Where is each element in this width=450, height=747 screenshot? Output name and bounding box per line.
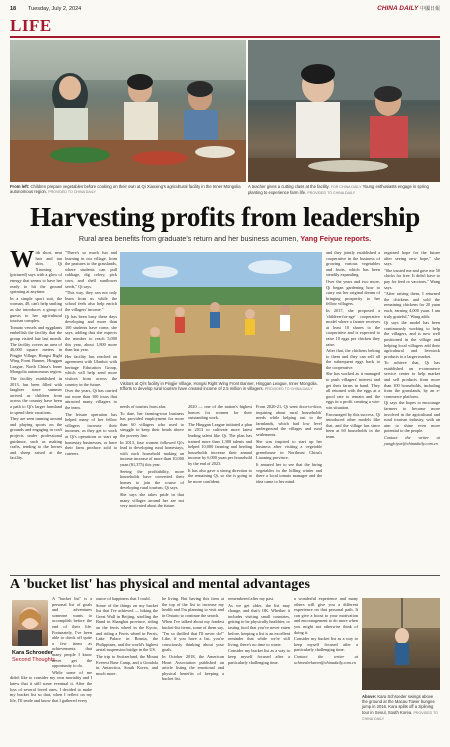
bungee-photo-caption: Above: Kara Schroeder swings above the ground at the Macau Tower bungee jump in 2016. Kara splits off a ziplining tour in Seoul, South Korea. PROVIDED TO CHINA DAILY [362,694,439,721]
byline: Yang Feiyue reports. [300,234,372,243]
column-name: Second Thoughts [12,656,56,663]
story2-column-3: be living. But having this item at the top of the list to increase my health and I'm planning to visit and in Ontario to continue the search. When I've talked about my fondest bucket-list items, some of them say, "I'm so thrilled that I'll never do!" Like, if you have a list, you're consciously thinking about your goals. In October 2018, the American Heart Association published an article listing the emotional and physical benefits of keeping a bucket list. [162,596,224,682]
top-photos-caption: From left: Children prepare vegetables before cooking on their own at Qi Xiaoxing's agricultural facility in the Inner Mongolia autonomous region. PROVIDED TO CHINA DAILY [10,184,241,195]
story1-column-7: regained hope for the future after seeing new hope," she says. "She trusted me and gave me 50 chicks for free. It didn't have to pay for feed or vaccines," Wang says. "After raising them, I returned the chickens and sold the remaining chickens for 20 yuan each, earning 4,000 yuan. I am truly grateful," Wang adds. Qi says the model has been continuously working to help the villagers, and is now well positioned in the village and helping local villagers add their agricultural and livestock products to a larger market. To achieve that, Qi has established an e-commerce service center to help market and sell products from more than 100 households, including from the grasslands, by an e-commerce platform. Qi says she hopes to encourage farmers to become more involved in the agricultural and rural tourism industry, with an aim to shine even more potential to the people. Contact the writer at yangfeiyue@chinadaily.com.cn [384,250,440,446]
standfirst: Rural area benefits from graduate's return and her business acumen, Yang Feiyue reports. [78,234,372,243]
page-header [10,3,440,16]
masthead-logo: CHINA DAILY 中國日報 [377,5,440,12]
story2-contact: Contact the writer at schroederkaren@chinadaily.com.cn [294,653,358,665]
story2-column-5: a wonderful experience and many others will give you a different experience on that personal path. It can give a boost to your motivation and encouragement to do more when you might not otherwise think of doing it. Consider my bucket list as a way to keep myself focused after a particularly challenging time. Contact the writer at schroederkaren@chinadaily.com.cn [294,596,358,665]
section-title: LIFE [10,16,52,35]
main-headline: Harvesting profits from leadership [29,202,421,232]
children-cooking-photo [10,40,246,182]
cutting-class-photo [248,40,440,182]
page-number: 18 [10,6,17,12]
story1-column-6: and they jointly established a cooperative in the business of growing various vegetables and fruits, which has been steadily expanding. Over the years and two more, Qi began gardening how to carry out her original dream of bringing prosperity to her fellow villagers. In 2017, she proposed a 'children-for-age' cooperative model where a farmer receives at least 10 shares to the cooperative and is expected to raise 10 eggs per chicken they raise. After that, the chickens belong to them and they can sell all the subsequent eggs back to the cooperative. She has worked as it managed to push villagers' interest and get their farms in hand. They all returned with the eggs at a good rate to remain and the eggs in a profit creating a win-win situation. Encouraged by this success, Qi introduced other models like that, and the village has since been at 60 households in the team. [326,250,380,439]
village-visitors-photo [120,252,322,379]
right-photo-caption: A teacher gives a cutting class at the facility. FOR CHINA DAILY Young enthusiasts engage in spring planting to experience farm life. PROVIDED TO CHINA DAILY [248,184,429,196]
story2-column-1: A "bucket list" is a personal list of goals and adventures someone wants to accomplish before the end of their life. Fortunately, I've been able to check off quite a few items as achievements that many people I know never get the opportunity to do. While some of me didn't like to consider my own mortality and I knew that it still some eventual it. After the loss of several loved ones, I decided to make my bucket list so that, when I reflect on my life, I'll smile and know that I gathered every [10,596,92,703]
story2-column-2: ounce of happiness that I could. Some of the things on my bucket list that I've achieved — hiking the Great Wall in Beijing, strolling the Bund in Shanghai province, riding on the ferris wheel in the Kyoto, and riding a Ferris wheel in Ferris, Lake Palace in Bosnia, the Philippines, and the world's highest aerial suspension bridge in the US. The trip to Switzerland, the Mount Everest Base Camp, and a Gondola in Antarctica, South Korea, and much more. [96,596,158,676]
story1-column-3: needs of tourists from afar. To date, her farming-tour business has provided employment for more than 60 villagers who used to struggle to keep their heads above the poverty line. In 2013, four women followed Qi's lead to developing rural homestays, with each household making an income increase of more than 10,000 yuan ($1,375) this year. Seeing the profitability, more households have converted their homes to join the course of developing rural tourism, Qi says. She says she takes pride in that many villages around her are not very motivated about the future. [120,404,184,509]
story1-column-4: 2020 — one of the nation's highest honors for women for their outstanding work. The Hinggan League initiated a plan in 2013 to cultivate more latest leading talent like Qi. The plan has trained more than 1,300 talents and helped 10,000 farming and herding households increase their annual income by 6,000 yuan per household by the end of 2023. It has also gave a strong direction to the remaining Qi, so she is going to be more confident. [188,404,252,484]
section-divider [10,36,440,38]
story2-column-4: remembered after my past. As we get older, the list may change, and that's OK. Whether it includes visiting small countries, getting to be physically healthier, or tasting food that you've never eaten before, keeping a list is an excellent reminder that while we're still living, there's no time to waste. Consider my bucket list as a way to keep myself focused after a particularly challenging time. [228,596,290,665]
author-photo [12,600,48,646]
story1-contact: Contact the writer at yangfeiyue@chinadaily.com.cn [384,435,440,446]
story1-column-2: "There's so much fun and learning in our village, from the pastures to the grasslands, where students can pull cabbage, dig celery, pick corn, and shell sunflower seeds," Qi says. "This way, they can not only learn from us while the school feels also help enrich the villagers' income." Qi has been busy these days developing and more than 100 students have come, she says, adding that she expects the number to reach 5,000 this year, about 1,800 more than last year. Her facility has reached an agreement with Ulanhot with heritage Education Group, which will help send more visitors from across the country in the future. Over the years, Qi has carried out more than 100 tours that attracted many villagers to the team. The leisure operation has helped many of her fellow villagers increase their incomes, as they get to work at Qi's operations or start up homestay businesses, or have their farm produce sold to caterers. [65,250,117,456]
dropcap: W [10,247,34,273]
story1-column-5: From 2020-21, Qi went door-to-door, inquiring about rural households' needs while helping out to the farmlands, which had low level underground the villages and rural settlements. She was inspired to start up her business after visiting a vegetable greenhouse in Northeast China's Liaoning province. It amazed her to see that the hiring vegetables in the hilling winter and there a local tomato manager and the idea came to her mind. [256,404,322,484]
author-box [12,650,55,663]
bungee-jump-photo [362,598,440,690]
author-name: Kara Schroeder [12,650,53,656]
bucket-list-headline: A 'bucket list' has physical and mental advantages [10,577,310,592]
issue-date: Tuesday, July 2, 2024 [28,6,82,12]
story-divider [10,575,440,576]
story1-column-1: With short, neat hair and tan skin, Qi Xiaoxing (pictured) says with a glow of energy that seems to have her ready to hit the ground sprinting at anytime. In a simple sport suit, the woman, 40, can't help smiling as she introduces a group of guests to her agricultural tourism complex. Tomato vessels and eggplants embellish the facility that the group visited late last month. The facility covers an area of 46,000 square meters in Pingjie Village, Hongsi Right Wing Front Banner, Hinggan League, North China's Inner Mongolia autonomous region. The facility established in 2013, has been filled with laughter since summer arrived as children from across the country have been a path to Qi's larger farmland to spend their vacations. They are seen running around and playing sports on the grounds and engaging in craft projects under professional guidance, such as making crafts, tending to the horses and sheep raised at the facility. [10,247,62,461]
center-photo-caption: Visitors at Qi's facility in Pingjie Village, Hongsi Right Wing Front Banner, Hinggan League, Inner Mongolia. Efforts to develop rural tourism have created income of 2.5 million in villagers. PROVIDED TO CHINA DAILY [120,381,318,392]
